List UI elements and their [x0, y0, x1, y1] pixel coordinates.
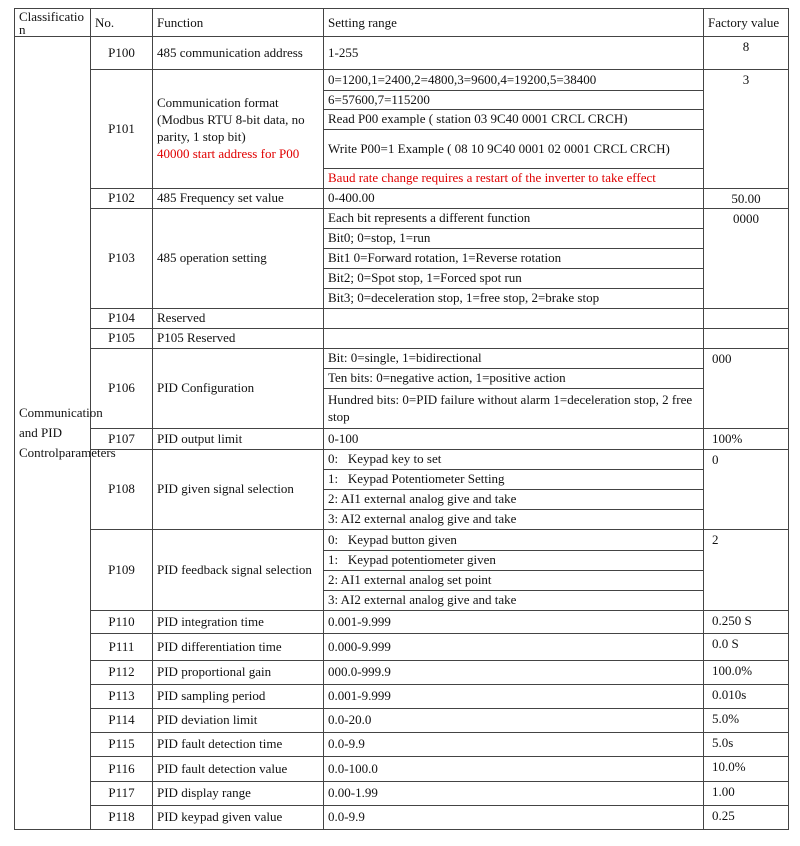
table-row — [15, 709, 789, 733]
param-range: 1-255 — [324, 37, 704, 70]
param-range-empty — [324, 309, 704, 329]
param-no: P104 — [91, 309, 153, 329]
factory-value-empty — [704, 309, 789, 329]
table-row — [15, 349, 789, 369]
table-row — [15, 757, 789, 782]
factory-value: 100.0% — [704, 661, 789, 685]
param-function: PID fault detection value — [153, 757, 324, 782]
param-no: P117 — [91, 782, 153, 806]
table-row — [15, 782, 789, 806]
factory-value: 100% — [704, 429, 789, 450]
param-range: 0.000-9.999 — [324, 634, 704, 661]
factory-value: 5.0% — [704, 709, 789, 733]
param-function: P105 Reserved — [153, 329, 324, 349]
factory-value: 50.00 — [704, 189, 789, 209]
param-range: 3: AI2 external analog give and take — [324, 510, 704, 530]
table-row — [15, 685, 789, 709]
factory-value: 0.250 S — [704, 611, 789, 634]
param-no: P101 — [91, 70, 153, 189]
table-row — [15, 309, 789, 329]
param-no: P103 — [91, 209, 153, 309]
param-range: Read P00 example ( station 03 9C40 0001 CRCL CRCH) — [324, 110, 704, 130]
param-range-empty — [324, 329, 704, 349]
param-function: PID Configuration — [153, 349, 324, 429]
factory-value: 1.00 — [704, 782, 789, 806]
factory-value: 0.0 S — [704, 634, 789, 661]
param-range: 0.0-100.0 — [324, 757, 704, 782]
table-row — [15, 611, 789, 634]
param-no: P109 — [91, 530, 153, 611]
factory-value: 3 — [704, 70, 789, 189]
param-range: Each bit represents a different function — [324, 209, 704, 229]
param-function: PID proportional gain — [153, 661, 324, 685]
param-function: 485 Frequency set value — [153, 189, 324, 209]
factory-value: 2 — [704, 530, 789, 611]
param-range: Bit: 0=single, 1=bidirectional — [324, 349, 704, 369]
table-row — [15, 329, 789, 349]
param-range: 2: AI1 external analog give and take — [324, 490, 704, 510]
param-no: P115 — [91, 733, 153, 757]
param-range: 0-400.00 — [324, 189, 704, 209]
factory-value: 0.010s — [704, 685, 789, 709]
factory-value: 10.0% — [704, 757, 789, 782]
param-no: P118 — [91, 806, 153, 830]
param-range: Hundred bits: 0=PID failure without alarm 1=deceleration stop, 2 free stop — [324, 389, 704, 429]
param-no: P102 — [91, 189, 153, 209]
table-row — [15, 806, 789, 830]
factory-value-empty — [704, 329, 789, 349]
header-classification: Classification — [15, 9, 91, 37]
param-function: PID fault detection time — [153, 733, 324, 757]
param-range: 1: Keypad potentiometer given — [324, 551, 704, 571]
param-function-note: 40000 start address for P00 — [157, 145, 300, 161]
table-row — [15, 209, 789, 229]
header-function: Function — [153, 9, 324, 37]
param-no: P100 — [91, 37, 153, 70]
param-no: P107 — [91, 429, 153, 450]
param-range-note: Baud rate change requires a restart of the inverter to take effect — [324, 169, 704, 189]
param-range: 0: Keypad key to set — [324, 450, 704, 470]
param-function-cell — [153, 70, 324, 189]
param-no: P112 — [91, 661, 153, 685]
param-range: 0-100 — [324, 429, 704, 450]
param-function: PID given signal selection — [153, 450, 324, 530]
param-range: 2: AI1 external analog set point — [324, 571, 704, 591]
header-row — [15, 9, 789, 37]
param-range: 0.0-9.9 — [324, 806, 704, 830]
classification-cell: Communication and PID Controlparameters — [15, 37, 91, 830]
param-function: 485 operation setting — [153, 209, 324, 309]
param-no: P113 — [91, 685, 153, 709]
param-function: PID differentiation time — [153, 634, 324, 661]
param-range: 000.0-999.9 — [324, 661, 704, 685]
table-row — [15, 530, 789, 551]
param-function: PID integration time — [153, 611, 324, 634]
param-function: PID feedback signal selection — [153, 530, 324, 611]
header-no: No. — [91, 9, 153, 37]
param-function: 485 communication address — [153, 37, 324, 70]
param-no: P108 — [91, 450, 153, 530]
param-function: PID output limit — [153, 429, 324, 450]
param-function: PID sampling period — [153, 685, 324, 709]
param-no: P114 — [91, 709, 153, 733]
param-no: P116 — [91, 757, 153, 782]
header-setting-range: Setting range — [324, 9, 704, 37]
factory-value: 8 — [704, 37, 789, 70]
param-function: PID deviation limit — [153, 709, 324, 733]
param-function: Reserved — [153, 309, 324, 329]
table-row — [15, 450, 789, 470]
param-range: 0.0-20.0 — [324, 709, 704, 733]
param-range: 0.001-9.999 — [324, 611, 704, 634]
param-range: 0=1200,1=2400,2=4800,3=9600,4=19200,5=38400 — [324, 70, 704, 91]
header-factory-value: Factory value — [704, 9, 789, 37]
param-no: P110 — [91, 611, 153, 634]
param-no: P105 — [91, 329, 153, 349]
param-range: 0.0-9.9 — [324, 733, 704, 757]
parameter-table — [14, 8, 789, 830]
table-row — [15, 733, 789, 757]
table-row — [15, 189, 789, 209]
param-range: Bit2; 0=Spot stop, 1=Forced spot run — [324, 269, 704, 289]
factory-value: 0 — [704, 450, 789, 530]
param-range: 6=57600,7=115200 — [324, 91, 704, 110]
factory-value: 0.25 — [704, 806, 789, 830]
param-function: Communication format (Modbus RTU 8-bit data, no parity, 1 stop bit) — [157, 95, 305, 144]
param-range: Ten bits: 0=negative action, 1=positive action — [324, 369, 704, 389]
param-range: 3: AI2 external analog give and take — [324, 591, 704, 611]
table-row — [15, 70, 789, 91]
param-function: PID display range — [153, 782, 324, 806]
param-range: 0.001-9.999 — [324, 685, 704, 709]
table-row — [15, 37, 789, 70]
param-no: P111 — [91, 634, 153, 661]
factory-value: 000 — [704, 349, 789, 429]
param-range: Bit3; 0=deceleration stop, 1=free stop, 2=brake stop — [324, 289, 704, 309]
param-range: 0.00-1.99 — [324, 782, 704, 806]
param-range: Write P00=1 Example ( 08 10 9C40 0001 02 0001 CRCL CRCH) — [324, 130, 704, 169]
table-row — [15, 429, 789, 450]
param-function: PID keypad given value — [153, 806, 324, 830]
param-range: 1: Keypad Potentiometer Setting — [324, 470, 704, 490]
table-row — [15, 661, 789, 685]
param-range: Bit1 0=Forward rotation, 1=Reverse rotation — [324, 249, 704, 269]
factory-value: 0000 — [704, 209, 789, 309]
param-range: 0: Keypad button given — [324, 530, 704, 551]
table-row — [15, 634, 789, 661]
factory-value: 5.0s — [704, 733, 789, 757]
param-no: P106 — [91, 349, 153, 429]
param-range: Bit0; 0=stop, 1=run — [324, 229, 704, 249]
